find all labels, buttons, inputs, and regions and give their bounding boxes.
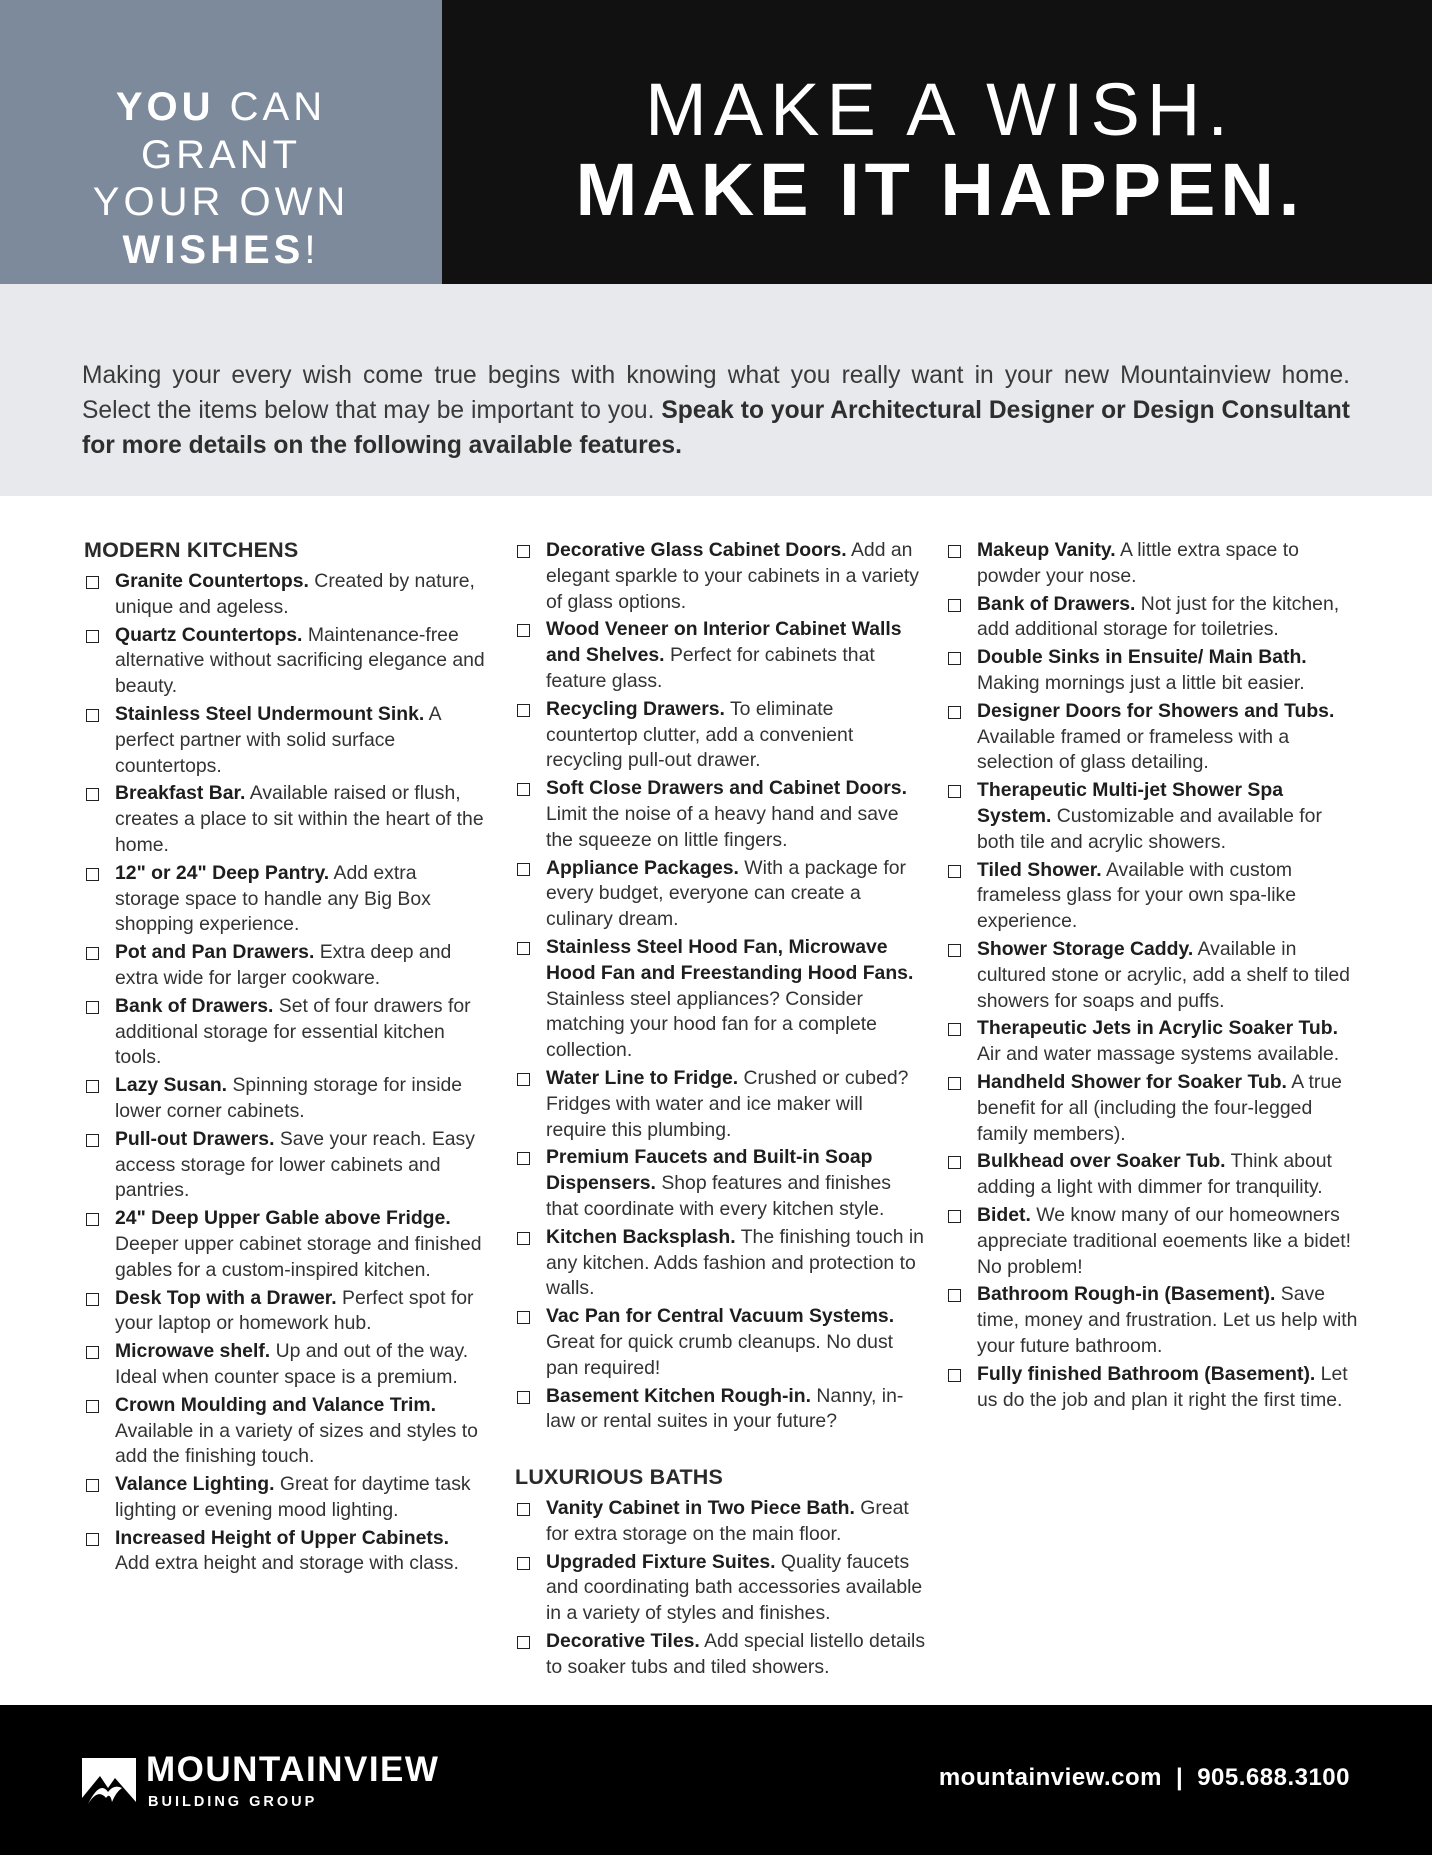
checkbox[interactable] <box>86 709 99 722</box>
mountain-logo-icon <box>82 1758 136 1812</box>
feature-description: A little extra space to powder your nose. <box>977 539 1299 587</box>
feature-item <box>84 1073 486 1125</box>
feature-item <box>515 1145 927 1222</box>
feature-description: Great for extra storage on the main floor. <box>546 1497 909 1545</box>
feature-list <box>515 1496 927 1681</box>
feature-item <box>946 778 1358 855</box>
feature-title: Designer Doors for Showers and Tubs. <box>977 699 1335 722</box>
feature-item <box>84 940 486 992</box>
feature-description: Save your reach. Easy access storage for lower cabinets and pantries. <box>115 1127 475 1202</box>
feature-item <box>84 623 486 700</box>
feature-item <box>515 1496 927 1548</box>
feature-description: Crushed or cubed? Fridges with water and ice maker will require this plumbing. <box>546 1066 909 1141</box>
feature-item <box>84 1393 486 1470</box>
checkbox[interactable] <box>517 1152 530 1165</box>
feature-item <box>515 935 927 1064</box>
feature-title: Vac Pan for Central Vacuum Systems. <box>546 1305 895 1328</box>
checkbox[interactable] <box>86 788 99 801</box>
feature-title: Upgraded Fixture Suites. <box>546 1550 776 1573</box>
intro-paragraph <box>82 358 1350 463</box>
feature-title: Water Line to Fridge. <box>546 1066 739 1089</box>
checkbox[interactable] <box>948 785 961 798</box>
feature-description: Making mornings just a little bit easier. <box>977 671 1305 694</box>
checkbox[interactable] <box>948 1156 961 1169</box>
feature-description: Created by nature, unique and ageless. <box>115 570 475 618</box>
feature-title: Bidet. <box>977 1203 1031 1226</box>
feature-item <box>946 1203 1358 1280</box>
feature-item <box>946 1016 1358 1068</box>
checkbox[interactable] <box>86 1346 99 1359</box>
section-heading: MODERN KITCHENS <box>84 538 299 562</box>
checkbox[interactable] <box>948 1369 961 1382</box>
feature-title: Stainless Steel Hood Fan, Microwave Hood Fan and Freestanding Hood Fans. <box>546 935 914 984</box>
contact-info <box>939 1764 1350 1792</box>
feature-title: Makeup Vanity. <box>977 539 1116 561</box>
feature-list <box>946 538 1358 1413</box>
slogan-wishes: WISHES <box>122 227 305 272</box>
feature-description: A true benefit for all (including the four-legged family members). <box>977 1070 1342 1145</box>
feature-description: Perfect for cabinets that feature glass. <box>546 644 875 692</box>
feature-description: Available framed or frameless with a selection of glass detailing. <box>977 725 1290 774</box>
feature-title: Decorative Tiles. <box>546 1630 700 1653</box>
feature-title: Shower Storage Caddy. <box>977 937 1194 960</box>
features-column-2 <box>515 538 927 1683</box>
checkbox[interactable] <box>86 1080 99 1093</box>
slogan-text <box>0 84 442 274</box>
feature-title: Therapeutic Multi-jet Shower Spa System. <box>977 779 1283 827</box>
checkbox[interactable] <box>948 706 961 719</box>
feature-title: Bank of Drawers. <box>977 592 1136 615</box>
feature-title: Crown Moulding and Valance Trim. <box>115 1393 437 1416</box>
checkbox[interactable] <box>948 1023 961 1036</box>
feature-description: Air and water massage systems available. <box>977 1043 1340 1066</box>
feature-item <box>946 858 1358 935</box>
feature-item <box>515 856 927 933</box>
intro-text: Making your every wish come true begins with knowing what you really want in your new Mountainview home. Select the items below that may be important to you. <box>82 362 1350 424</box>
checkbox[interactable] <box>517 783 530 796</box>
feature-item <box>946 937 1358 1014</box>
feature-description: Nanny, in-law or rental suites in your future? <box>546 1384 904 1433</box>
feature-description: With a package for every budget, everyone can create a culinary dream. <box>546 856 906 931</box>
checkbox[interactable] <box>517 545 530 558</box>
feature-description: Available in cultured stone or acrylic, add a shelf to tiled showers for soaps and puffs. <box>977 937 1350 1012</box>
feature-title: Bank of Drawers. <box>115 994 274 1017</box>
contact-separator: | <box>1175 1764 1184 1791</box>
feature-title: Therapeutic Jets in Acrylic Soaker Tub. <box>977 1017 1338 1040</box>
checkbox[interactable] <box>517 1391 530 1404</box>
feature-title: Recycling Drawers. <box>546 697 725 720</box>
feature-title: Tiled Shower. <box>977 858 1102 881</box>
feature-description: Customizable and available for both tile and acrylic showers. <box>977 804 1322 853</box>
feature-description: Add extra storage space to handle any Big Box shopping experience. <box>115 861 431 936</box>
feature-title: Vanity Cabinet in Two Piece Bath. <box>546 1497 855 1520</box>
feature-item <box>946 1362 1358 1414</box>
feature-description: To eliminate countertop clutter, add a convenient recycling pull-out drawer. <box>546 697 854 772</box>
feature-title: Basement Kitchen Rough-in. <box>546 1384 812 1407</box>
feature-description: Shop features and finishes that coordinate with every kitchen style. <box>546 1172 891 1220</box>
checkbox[interactable] <box>86 1479 99 1492</box>
feature-item <box>515 617 927 694</box>
feature-item <box>515 538 927 615</box>
feature-item <box>84 1206 486 1283</box>
feature-item <box>84 861 486 938</box>
feature-item <box>946 1282 1358 1359</box>
intro-bold-text: Speak to your Architectural Designer or Design Consultant for more details on the following available features. <box>82 397 1350 459</box>
feature-description: Think about adding a light with dimmer for tranquility. <box>977 1150 1332 1199</box>
checkbox[interactable] <box>517 704 530 717</box>
feature-title: Double Sinks in Ensuite/ Main Bath. <box>977 646 1307 669</box>
headline-line-2: MAKE IT HAPPEN. <box>575 148 1305 231</box>
feature-description: Perfect spot for your laptop or homework hub. <box>115 1286 474 1335</box>
feature-list <box>515 538 927 1435</box>
feature-title: Desk Top with a Drawer. <box>115 1286 337 1309</box>
feature-item <box>84 1339 486 1391</box>
feature-description: The finishing touch in any kitchen. Adds fashion and protection to walls. <box>546 1225 924 1300</box>
feature-description: Available with custom frameless glass for your own spa-like experience. <box>977 858 1296 933</box>
feature-description: Add extra height and storage with class. <box>115 1552 459 1575</box>
brand-subtitle: BUILDING GROUP <box>148 1794 318 1810</box>
feature-item <box>946 699 1358 776</box>
checkbox[interactable] <box>86 1400 99 1413</box>
feature-description: Not just for the kitchen, add additional storage for toiletries. <box>977 592 1340 641</box>
feature-item <box>84 1526 486 1578</box>
feature-description: Limit the noise of a heavy hand and save the squeeze on little fingers. <box>546 802 899 851</box>
feature-description: Spinning storage for inside lower corner cabinets. <box>115 1074 463 1122</box>
feature-description: Deeper upper cabinet storage and finished gables for a custom-inspired kitchen. <box>115 1232 482 1281</box>
slogan-your-own: YOUR OWN <box>92 180 350 224</box>
feature-item <box>515 776 927 853</box>
checkbox[interactable] <box>517 942 530 955</box>
feature-item <box>515 697 927 774</box>
checkbox[interactable] <box>86 1001 99 1014</box>
feature-item <box>946 538 1358 590</box>
checkbox[interactable] <box>948 545 961 558</box>
feature-description: We know many of our homeowners appreciate traditional eoements like a bidet! No problem! <box>977 1203 1352 1278</box>
feature-item <box>515 1550 927 1627</box>
feature-description: Available raised or flush, creates a place to sit within the heart of the home. <box>115 782 484 856</box>
feature-item <box>84 569 486 621</box>
section-heading: LUXURIOUS BATHS <box>515 1465 724 1490</box>
checkbox[interactable] <box>86 1213 99 1226</box>
headline <box>480 68 1400 231</box>
checkbox[interactable] <box>517 863 530 876</box>
checkbox[interactable] <box>517 1557 530 1570</box>
checkbox[interactable] <box>86 576 99 589</box>
feature-description: Save time, money and frustration. Let us help with your future bathroom. <box>977 1283 1358 1357</box>
feature-item <box>84 781 486 858</box>
feature-title: Lazy Susan. <box>115 1074 228 1097</box>
feature-title: Bulkhead over Soaker Tub. <box>977 1150 1226 1173</box>
checkbox[interactable] <box>517 1636 530 1649</box>
slogan-can: CAN <box>214 85 327 129</box>
feature-description: Great for daytime task lighting or evening mood lighting. <box>115 1473 471 1521</box>
features-column-3 <box>946 538 1358 1415</box>
feature-item <box>515 1629 927 1681</box>
feature-title: Granite Countertops. <box>115 570 309 592</box>
feature-description: Set of four drawers for additional storage for essential kitchen tools. <box>115 994 471 1069</box>
checkbox[interactable] <box>517 1503 530 1516</box>
feature-description: Extra deep and extra wide for larger cookware. <box>115 941 452 989</box>
feature-title: 12" or 24" Deep Pantry. <box>115 861 330 884</box>
slogan-you: YOU <box>115 85 215 129</box>
feature-item <box>515 1225 927 1302</box>
feature-description: Stainless steel appliances? Consider matching your hood fan for a complete collection. <box>546 987 877 1062</box>
feature-title: 24" Deep Upper Gable above Fridge. <box>115 1207 451 1230</box>
feature-description: A perfect partner with solid surface countertops. <box>115 702 441 777</box>
feature-item <box>946 592 1358 644</box>
checkbox[interactable] <box>948 599 961 612</box>
website-link[interactable]: mountainview.com <box>938 1764 1162 1791</box>
feature-description: Add special listello details to soaker tubs and tiled showers. <box>546 1630 926 1678</box>
feature-item <box>946 1070 1358 1147</box>
phone-number[interactable]: 905.688.3100 <box>1197 1764 1350 1791</box>
feature-description: Let us do the job and plan it right the first time. <box>977 1362 1348 1411</box>
feature-title: Breakfast Bar. <box>115 782 246 805</box>
feature-item <box>946 1149 1358 1201</box>
checkbox[interactable] <box>517 1232 530 1245</box>
feature-item <box>84 702 486 779</box>
feature-title: Appliance Packages. <box>546 856 739 879</box>
feature-title: Increased Height of Upper Cabinets. <box>115 1526 450 1549</box>
feature-title: Premium Faucets and Built-in Soap Dispensers. <box>546 1146 873 1195</box>
slogan-exclamation: ! <box>304 227 320 272</box>
feature-title: Decorative Glass Cabinet Doors. <box>546 539 847 561</box>
checkbox[interactable] <box>86 947 99 960</box>
feature-title: Wood Veneer on Interior Cabinet Walls and Shelves. <box>546 618 902 667</box>
feature-description: Add an elegant sparkle to your cabinets in a variety of glass options. <box>546 539 919 613</box>
checkbox[interactable] <box>86 1293 99 1306</box>
feature-item <box>84 994 486 1071</box>
feature-title: Microwave shelf. <box>115 1340 271 1363</box>
checkbox[interactable] <box>86 868 99 881</box>
feature-title: Stainless Steel Undermount Sink. <box>115 702 425 725</box>
checkbox[interactable] <box>948 1210 961 1223</box>
feature-description: Up and out of the way. Ideal when counter space is a premium. <box>115 1340 469 1388</box>
brand-name: MOUNTAINVIEW <box>146 1750 440 1789</box>
checkbox[interactable] <box>86 1533 99 1546</box>
feature-title: Kitchen Backsplash. <box>546 1225 736 1248</box>
feature-item <box>946 645 1358 697</box>
feature-title: Soft Close Drawers and Cabinet Doors. <box>546 777 907 800</box>
checkbox[interactable] <box>517 1311 530 1324</box>
feature-title: Quartz Countertops. <box>115 623 303 646</box>
checkbox[interactable] <box>86 630 99 643</box>
checkbox[interactable] <box>517 1073 530 1086</box>
feature-description: Quality faucets and coordinating bath accessories available in a variety of styles and finishes. <box>546 1550 923 1625</box>
checkbox[interactable] <box>948 865 961 878</box>
feature-description: Great for quick crumb cleanups. No dust pan required! <box>546 1330 894 1379</box>
feature-list <box>84 569 486 1577</box>
feature-description: Available in a variety of sizes and styles to add the finishing touch. <box>115 1419 478 1468</box>
checkbox[interactable] <box>517 624 530 637</box>
feature-item <box>515 1304 927 1381</box>
feature-title: Bathroom Rough-in (Basement). <box>977 1283 1276 1306</box>
feature-item <box>515 1384 927 1436</box>
feature-title: Fully finished Bathroom (Basement). <box>977 1362 1316 1385</box>
slogan-grant: GRANT <box>141 132 301 177</box>
feature-title: Handheld Shower for Soaker Tub. <box>977 1070 1287 1093</box>
headline-line-1: MAKE A WISH. <box>645 68 1235 151</box>
feature-title: Pot and Pan Drawers. <box>115 941 315 964</box>
checkbox[interactable] <box>948 1077 961 1090</box>
feature-description: Maintenance-free alternative without sacrificing elegance and beauty. <box>115 623 485 698</box>
checkbox[interactable] <box>948 1289 961 1302</box>
checkbox[interactable] <box>948 652 961 665</box>
feature-item <box>84 1472 486 1524</box>
feature-title: Pull-out Drawers. <box>115 1127 275 1150</box>
feature-item <box>515 1066 927 1143</box>
checkbox[interactable] <box>948 944 961 957</box>
checkbox[interactable] <box>86 1134 99 1147</box>
feature-item <box>84 1286 486 1338</box>
feature-title: Valance Lighting. <box>115 1473 275 1496</box>
features-column-1 <box>84 538 486 1579</box>
feature-item <box>84 1127 486 1204</box>
